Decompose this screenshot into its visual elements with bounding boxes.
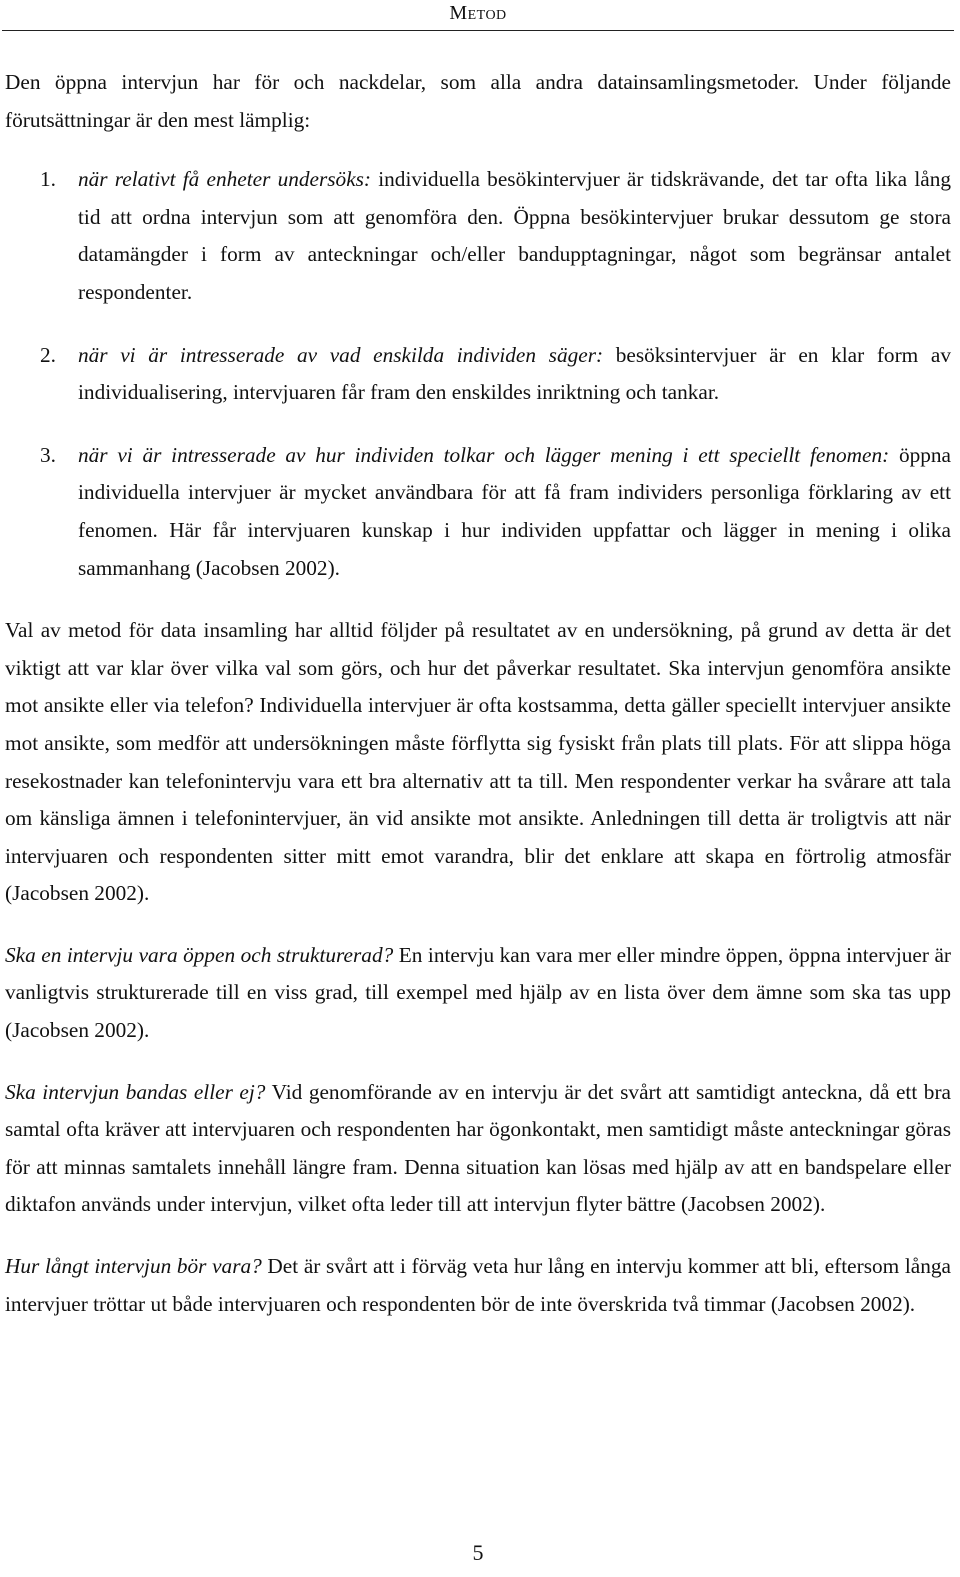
question-paragraph [5,937,951,1050]
list-item [5,161,951,311]
question-paragraph [5,1074,951,1224]
list-item-text: individuella besökintervjuer är tidskrävande, det tar ofta lika lång tid att ordna intervjun som att genomföra den. Öppna besökintervjuer brukar dessutom ge stora datamängder i form av anteckningar och/eller bandupptagningar, något som begränsar antalet respondenter. [78,167,951,304]
page-number: 5 [472,1540,484,1565]
intro-paragraph: Den öppna intervjun har för och nackdelar, som alla andra datainsamlingsmetoder. Under följande förutsättningar är den mest lämplig: [5,70,951,132]
list-item-lead: när vi är intresserade av vad enskilda individen säger: [78,342,604,367]
list-item-text: besöksintervjuer är en klar form av individualisering, intervjuaren får fram den enskildes inriktning och tankar. [78,342,951,405]
question-text: Vid genomförande av en intervju är det svårt att samtidigt anteckna, då ett bra samtal ofta kräver att intervjuaren och respondenten har ögonkontakt, men samtidigt måste anteckningar göras för att minnas samtalets innehåll längre fram. Denna situation kan lösas med hjälp av att en bandspelare eller diktafon används under intervjun, vilket ofta leder till att intervjun flyter bättre (Jacobsen 2002). [5,1079,952,1217]
question-text: Det är svårt att i förväg veta hur lång en intervju kommer att bli, eftersom långa intervjuer tröttar ut både intervjuaren och respondenten bör de inte överskrida två timmar (Jacobsen 2002). [5,1254,951,1316]
list-item [5,337,951,412]
question-heading: Hur långt intervjun bör vara? [5,1254,262,1279]
running-header-title: Metod [449,2,507,24]
list-item-lead: när relativt få enheter undersöks: [78,167,372,192]
question-heading: Ska intervjun bandas eller ej? [5,1079,266,1104]
page-body [5,64,951,1347]
page-header [0,0,960,30]
list-number: 3. [40,442,56,467]
list-number: 2. [40,342,56,367]
list-item-lead: när vi är intresserade av hur individen tolkar och lägger mening i ett speciellt fenomen: [78,442,890,467]
method-paragraph: Val av metod för data insamling har alltid följder på resultatet av en undersökning, på grund av detta är det viktigt att var klar över vilka val som görs, och hur det påverkar resultatet. Ska intervjun genomföra ansikte mot ansikte eller via telefon? Individuella intervjuer är ofta kostsamma, detta gäller speciellt intervjuer ansikte mot ansikte, som medför att undersökningen måste förflytta sig fysiskt från plats till plats. För att slippa höga resekostnader kan telefonintervju vara ett bra alternativ att ta till. Men respondenter verkar ha svårare att tala om känsliga ämnen i telefonintervjuer, än vid ansikte mot ansikte. Anledningen till detta är troligtvis att när intervjuaren och respondenten sitter mitt emot varandra, blir det enklare att skapa en förtrolig atmosfär (Jacobsen 2002). [5,618,951,906]
question-heading: Ska en intervju vara öppen och strukturerad? [5,942,394,967]
list-number: 1. [40,167,56,192]
list-item-text: öppna individuella intervjuer är mycket användbara för att få fram individers personliga förklaring av ett fenomen. Här får intervjuaren kunskap i hur individen uppfattar och lägger in mening i olika sammanhang (Jacobsen 2002). [78,442,952,580]
list-item [5,437,951,587]
question-paragraph [5,1248,951,1323]
question-text: En intervju kan vara mer eller mindre öppen, öppna intervjuer är vanligtvis strukturerade till en viss grad, till exempel med hjälp av en lista över dem ämne som ska tas upp (Jacobsen 2002). [5,942,952,1043]
header-divider [2,30,954,31]
